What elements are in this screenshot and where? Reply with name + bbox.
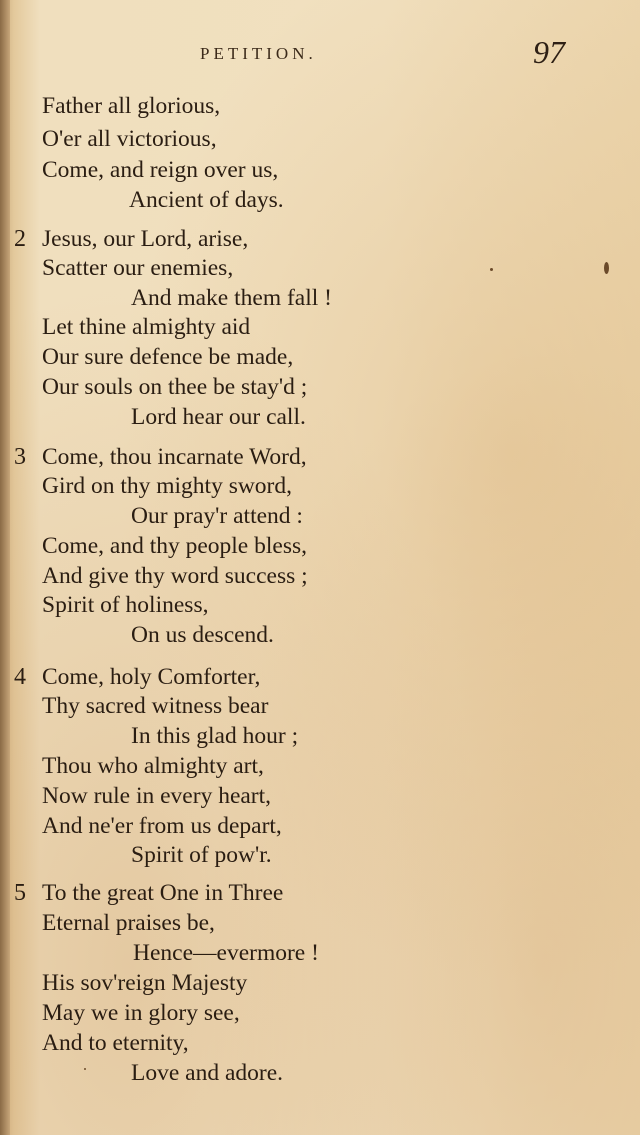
paper-speck — [84, 1068, 86, 1070]
hymn-line: Jesus, our Lord, arise, — [42, 226, 249, 252]
stanza-number: 4 — [14, 664, 26, 690]
hymn-line: Come, thou incarnate Word, — [42, 444, 307, 470]
hymn-line: And ne'er from us depart, — [42, 813, 282, 839]
hymn-line: Thy sacred witness bear — [42, 693, 269, 719]
paper-speck — [490, 268, 493, 271]
hymn-line: Eternal praises be, — [42, 910, 215, 936]
hymn-line: Thou who almighty art, — [42, 753, 264, 779]
hymn-line: Let thine almighty aid — [42, 314, 251, 340]
paper-speck — [604, 262, 609, 274]
hymn-line: Now rule in every heart, — [42, 783, 272, 809]
hymn-line: And make them fall ! — [131, 285, 332, 311]
hymn-line: Gird on thy mighty sword, — [42, 473, 293, 499]
hymn-line: And give thy word success ; — [42, 563, 308, 589]
hymn-line: Our pray'r attend : — [131, 503, 303, 529]
hymn-line: Father all glorious, — [42, 93, 221, 119]
page-binding-edge — [0, 0, 10, 1135]
hymn-line: His sov'reign Majesty — [42, 970, 248, 996]
hymn-line: Spirit of holiness, — [42, 592, 209, 618]
hymn-line: On us descend. — [131, 622, 274, 648]
hymn-line: Our souls on thee be stay'd ; — [42, 374, 308, 400]
hymn-line: Spirit of pow'r. — [131, 842, 272, 868]
stanza-number: 5 — [14, 880, 26, 906]
running-header-title: PETITION. — [200, 44, 317, 63]
hymn-line: And to eternity, — [42, 1030, 189, 1056]
hymn-line: Come, and reign over us, — [42, 157, 279, 183]
hymn-line: May we in glory see, — [42, 1000, 240, 1026]
hymn-line: Lord hear our call. — [131, 404, 306, 430]
stanza-number: 3 — [14, 444, 26, 470]
stanza-number: 2 — [14, 226, 26, 252]
hymn-line: Hence—evermore ! — [133, 940, 319, 966]
hymn-line: Come, holy Comforter, — [42, 664, 261, 690]
hymn-line: To the great One in Three — [42, 880, 284, 906]
page-number: 97 — [533, 34, 565, 70]
hymn-line: O'er all victorious, — [42, 126, 217, 152]
hymn-line: Love and adore. — [131, 1060, 284, 1086]
hymn-line: Scatter our enemies, — [42, 255, 234, 281]
hymn-line: In this glad hour ; — [131, 723, 299, 749]
hymn-line: Our sure defence be made, — [42, 344, 294, 370]
hymn-line: Come, and thy people bless, — [42, 533, 307, 559]
hymn-line: Ancient of days. — [129, 187, 284, 213]
